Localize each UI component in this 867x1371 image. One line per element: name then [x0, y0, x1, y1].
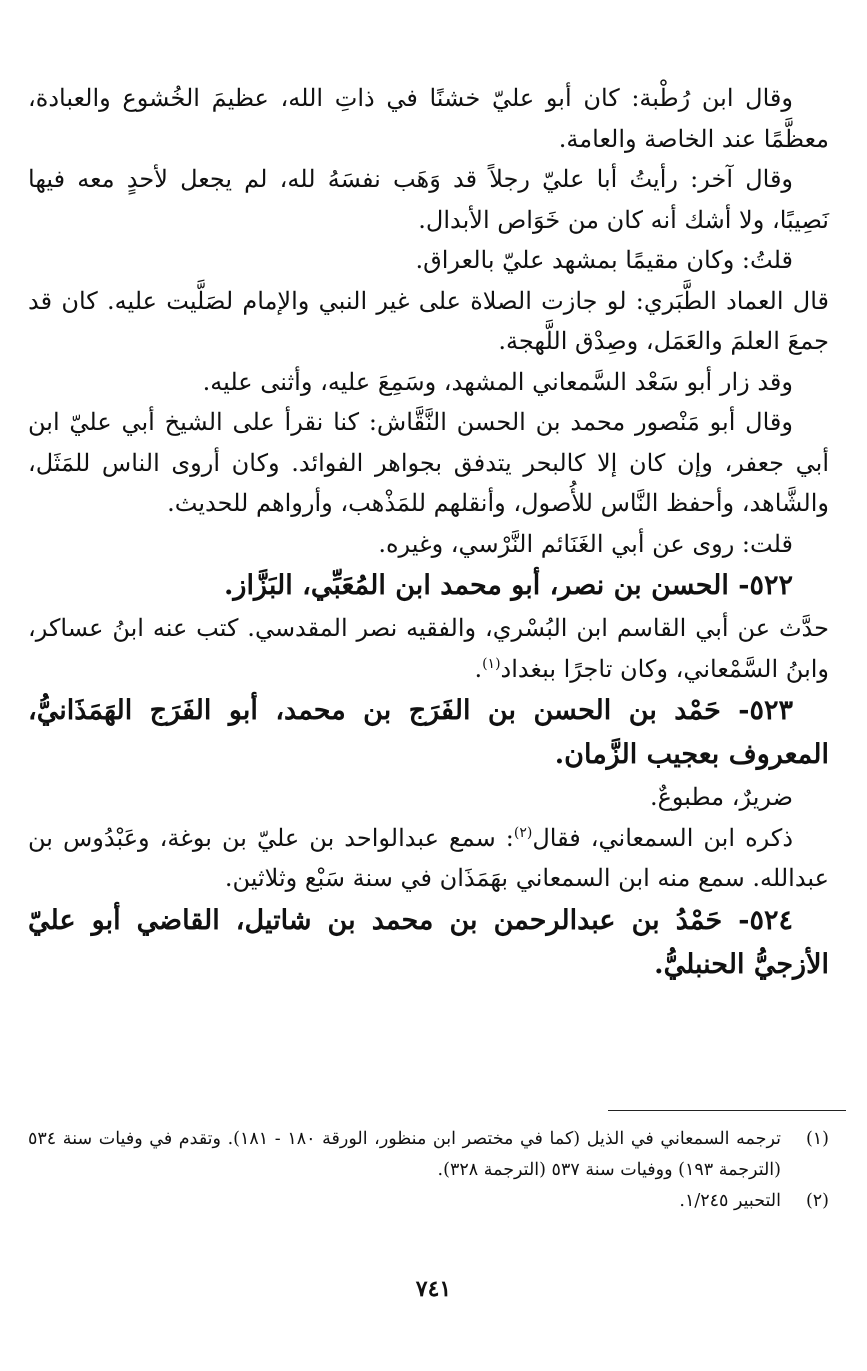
footnote-number: (١) [805, 1129, 829, 1149]
paragraph-text: حدَّث عن أبي القاسم ابن البُسْري، والفقيه نصر المقدسي. كتب عنه ابنُ عساكر، وابنُ السَّمْعاني، وكان تاجرًا ببغداد [28, 614, 829, 683]
footnote-text: التحبير ١/٢٤٥. [679, 1191, 781, 1211]
paragraph: وقال أبو مَنْصور محمد بن الحسن النَّقَّاش: كنا نقرأ على الشيخ أبي عليّ ابن أبي جعفر، وإن كان إلا كالبحر يتدفق بجواهر الفوائد. وكان أروى الناس للمَثَل، والشَّاهد، وأحفظ النَّاس للأُصول، وأنقلهم للمَذْهب، وأرواهم للحديث. [28, 408, 829, 517]
paragraph: قال العماد الطَّبَري: لو جازت الصلاة على غير النبي والإمام لصَلَّيت عليه. كان قد جمعَ العلمَ والعَمَل، وصِدْق اللَّهجة. [28, 286, 829, 355]
footnote-text: ترجمه السمعاني في الذيل (كما في مختصر ابن منظور، الورقة ١٨٠ - ١٨١). وتقدم في وفيات سنة ٥٣٤ (الترجمة ١٩٣) ووفيات سنة ٥٣٧ (الترجمة ٣٢٨). [28, 1129, 781, 1180]
footnote [28, 1186, 829, 1217]
entry-heading: ٥٢٢- الحسن بن نصر، أبو محمد ابن المُعَبِّي، البَزَّاز. [224, 570, 793, 601]
paragraph: قلتُ: وكان مقيمًا بمشهد عليّ بالعراق. [415, 246, 793, 274]
paragraph: وقال ابن رُطْبة: كان أبو عليّ خشنًا في ذاتِ الله، عظيمَ الخُشوع والعبادة، معظَّمًا عند الخاصة والعامة. [28, 84, 829, 153]
footnote-marker[interactable]: (٢) [513, 824, 533, 841]
footnote-divider [608, 1110, 846, 1111]
page-number: ٧٤١ [415, 1276, 452, 1302]
paragraph-tail: : سمع عبدالواحد بن عليّ بن بوغة، وعَبْدُوس بن عبدالله. سمع منه ابن السمعاني بهَمَذَان في سنة سَبْع وثلاثين. [28, 823, 829, 892]
paragraph: وقد زار أبو سَعْد السَّمعاني المشهد، وسَمِعَ عليه، وأثنى عليه. [202, 367, 793, 396]
main-text [28, 78, 829, 987]
paragraph-text: ذكره ابن السمعاني، فقال [532, 823, 794, 852]
footnote [28, 1124, 829, 1186]
paragraph-tail: . [474, 654, 483, 683]
paragraph: قلت: روى عن أبي الغَنَائم النَّرْسي، وغيره. [378, 529, 793, 558]
footnote-marker[interactable]: (١) [482, 655, 501, 672]
paragraph: وقال آخر: رأيتُ أبا عليّ رجلاً قد وَهَب نفسَهُ لله، لم يجعل لأحدٍ معه فيها نَصِيبًا، ولا أشك أنه كان من خَوَاص الأبدال. [28, 165, 829, 234]
footnote-number: (٢) [805, 1191, 829, 1211]
paragraph: ضريرٌ، مطبوعٌ. [649, 783, 793, 811]
entry-heading: ٥٢٣- حَمْد بن الحسن بن الفَرَج بن محمد، أبو الفَرَج الهَمَذَانيُّ، المعروف بعجيب الزَّمان. [28, 695, 829, 770]
footnotes [28, 1124, 829, 1217]
entry-heading: ٥٢٤- حَمْدُ بن عبدالرحمن بن محمد بن شاتيل، القاضي أبو عليّ الأزجيُّ الحنبليُّ. [28, 904, 829, 980]
paragraph [28, 608, 829, 689]
paragraph [28, 818, 829, 899]
